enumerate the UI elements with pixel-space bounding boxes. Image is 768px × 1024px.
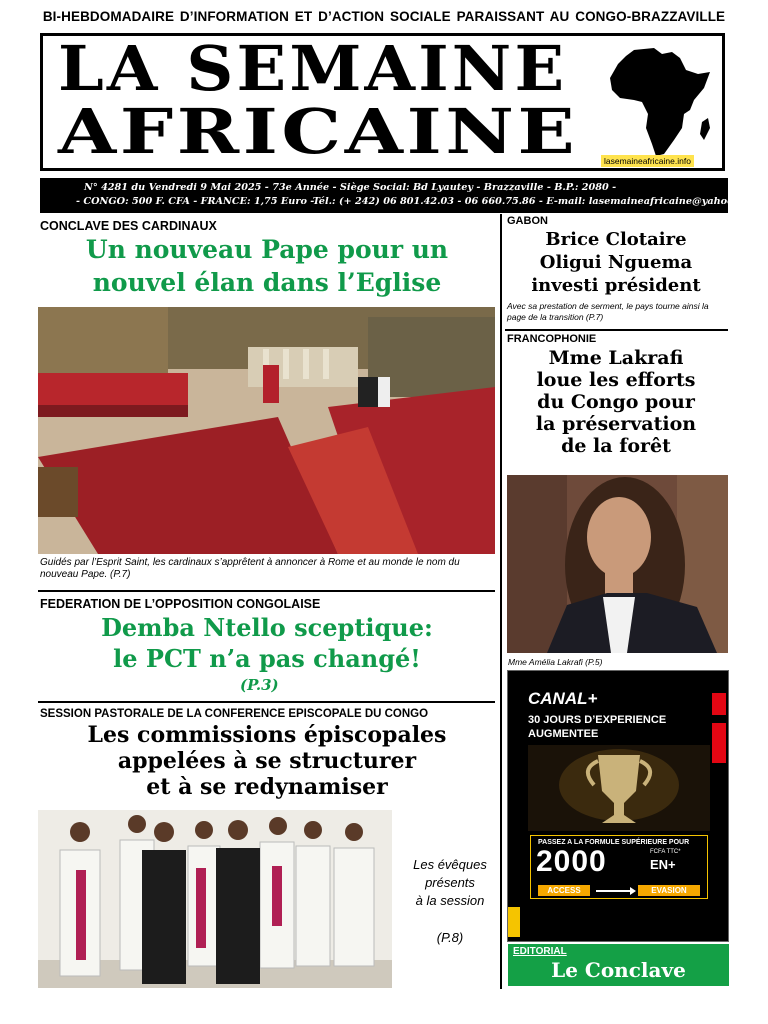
conclave-photo <box>38 307 495 554</box>
bishops-photo <box>38 810 392 988</box>
lead-headline-line1: Un nouveau Pape pour un <box>85 235 449 264</box>
issue-info-line2: - CONGO: 500 F. CFA - FRANCE: 1,75 Euro -Tél.: (+ 242) 06 801.42.03 - 06 660.75.86 - E-mail: lasemaineafricaine@yahoo.fr <box>76 196 747 207</box>
trophy-graphic <box>528 745 710 831</box>
divider <box>38 701 495 703</box>
francophonie-headline <box>504 347 728 457</box>
session-page-ref: (P.8) <box>436 930 464 945</box>
session-headline-line2: appelées à se structurer <box>117 748 417 774</box>
session-headline-line1: Les commissions épiscopales <box>87 722 447 748</box>
lead-kicker: CONCLAVE DES CARDINAUX <box>40 219 217 233</box>
editorial-label: EDITORIAL <box>513 946 567 957</box>
session-caption-line2: présents <box>425 875 475 890</box>
lead-caption: Guidés par l’Esprit Saint, les cardinaux s’apprêtent à annoncer à Rome et au monde le nom du nouveau Pape. (P.7) <box>40 557 460 580</box>
gabon-headline <box>504 228 728 297</box>
gabon-headline-line3: investi président <box>531 275 701 296</box>
access-label: ACCESS <box>538 885 590 896</box>
editorial-title: Le Conclave <box>551 958 686 982</box>
gabon-headline-line2: Oligui Nguema <box>539 252 693 273</box>
column-divider <box>500 214 502 989</box>
africa-map-icon <box>606 44 716 162</box>
canal-headline <box>528 713 666 741</box>
canal-headline-line1: 30 JOURS D’EXPERIENCE <box>528 714 667 726</box>
francophonie-headline-line5: de la forêt <box>561 435 671 457</box>
arrow-head-icon <box>630 887 636 895</box>
session-headline-line3: et à se redynamiser <box>146 774 388 800</box>
arrow-right-icon <box>596 890 632 892</box>
opposition-headline <box>34 612 500 674</box>
session-caption <box>400 856 500 910</box>
offer-price: 2000 <box>536 845 607 878</box>
website-label[interactable]: lasemaineafricaine.info <box>601 155 694 167</box>
canal-headline-line2: AUGMENTEE <box>528 728 599 740</box>
francophonie-caption: Mme Amélia Lakrafi (P.5) <box>508 657 603 667</box>
divider <box>505 329 728 331</box>
canal-brand: CANAL+ <box>528 689 598 708</box>
issue-info-bar <box>40 178 747 213</box>
masthead-title-line1: LA SEMAINE <box>58 32 568 105</box>
canal-plus-ad[interactable] <box>507 670 729 942</box>
opposition-kicker: FEDERATION DE L’OPPOSITION CONGOLAISE <box>40 597 321 611</box>
lakrafi-portrait-photo <box>507 475 728 653</box>
canal-red-bar <box>712 693 726 715</box>
opposition-headline-line1: Demba Ntello sceptique: <box>101 613 433 642</box>
issue-info-line1: N° 4281 du Vendredi 9 Mai 2025 - 73e Année - Siège Social: Bd Lyautey - Brazzaville - B.P.: 2080 - <box>84 182 617 193</box>
offer-package: EN+ <box>650 857 676 872</box>
gabon-kicker: GABON <box>507 215 548 227</box>
session-kicker: SESSION PASTORALE DE LA CONFERENCE EPISCOPALE DU CONGO <box>40 708 429 720</box>
offer-currency: FCFA TTC* <box>650 849 681 855</box>
evasion-label: EVASION <box>638 885 700 896</box>
opposition-page-ref: (P.3) <box>240 676 279 694</box>
canal-red-bar <box>712 723 726 763</box>
session-headline <box>34 722 500 800</box>
lead-headline-line2: nouvel élan dans l’Eglise <box>92 268 442 297</box>
francophonie-kicker: FRANCOPHONIE <box>507 333 597 345</box>
gabon-caption: Avec sa prestation de serment, le pays tourne ainsi la page de la transition (P.7) <box>507 301 709 322</box>
divider <box>38 590 495 592</box>
canal-yellow-bar <box>508 907 520 937</box>
francophonie-headline-line3: du Congo pour <box>537 391 695 413</box>
masthead-title-line2: AFRICAINE <box>58 95 579 168</box>
francophonie-headline-line2: loue les efforts <box>536 369 696 391</box>
francophonie-headline-line4: la préservation <box>535 413 697 435</box>
session-caption-line3: à la session <box>415 893 485 908</box>
lead-headline <box>34 233 500 299</box>
opposition-headline-line2: le PCT n’a pas changé! <box>113 644 421 673</box>
francophonie-headline-line1: Mme Lakrafi <box>548 347 684 369</box>
tagline: BI-HEBDOMADAIRE D’INFORMATION ET D’ACTION SOCIALE PARAISSANT AU CONGO-BRAZZAVILLE <box>42 9 726 24</box>
offer-text: PASSEZ A LA FORMULE SUPÉRIEURE POUR <box>538 839 690 846</box>
gabon-headline-line1: Brice Clotaire <box>545 229 687 250</box>
session-caption-line1: Les évêques <box>413 857 487 872</box>
